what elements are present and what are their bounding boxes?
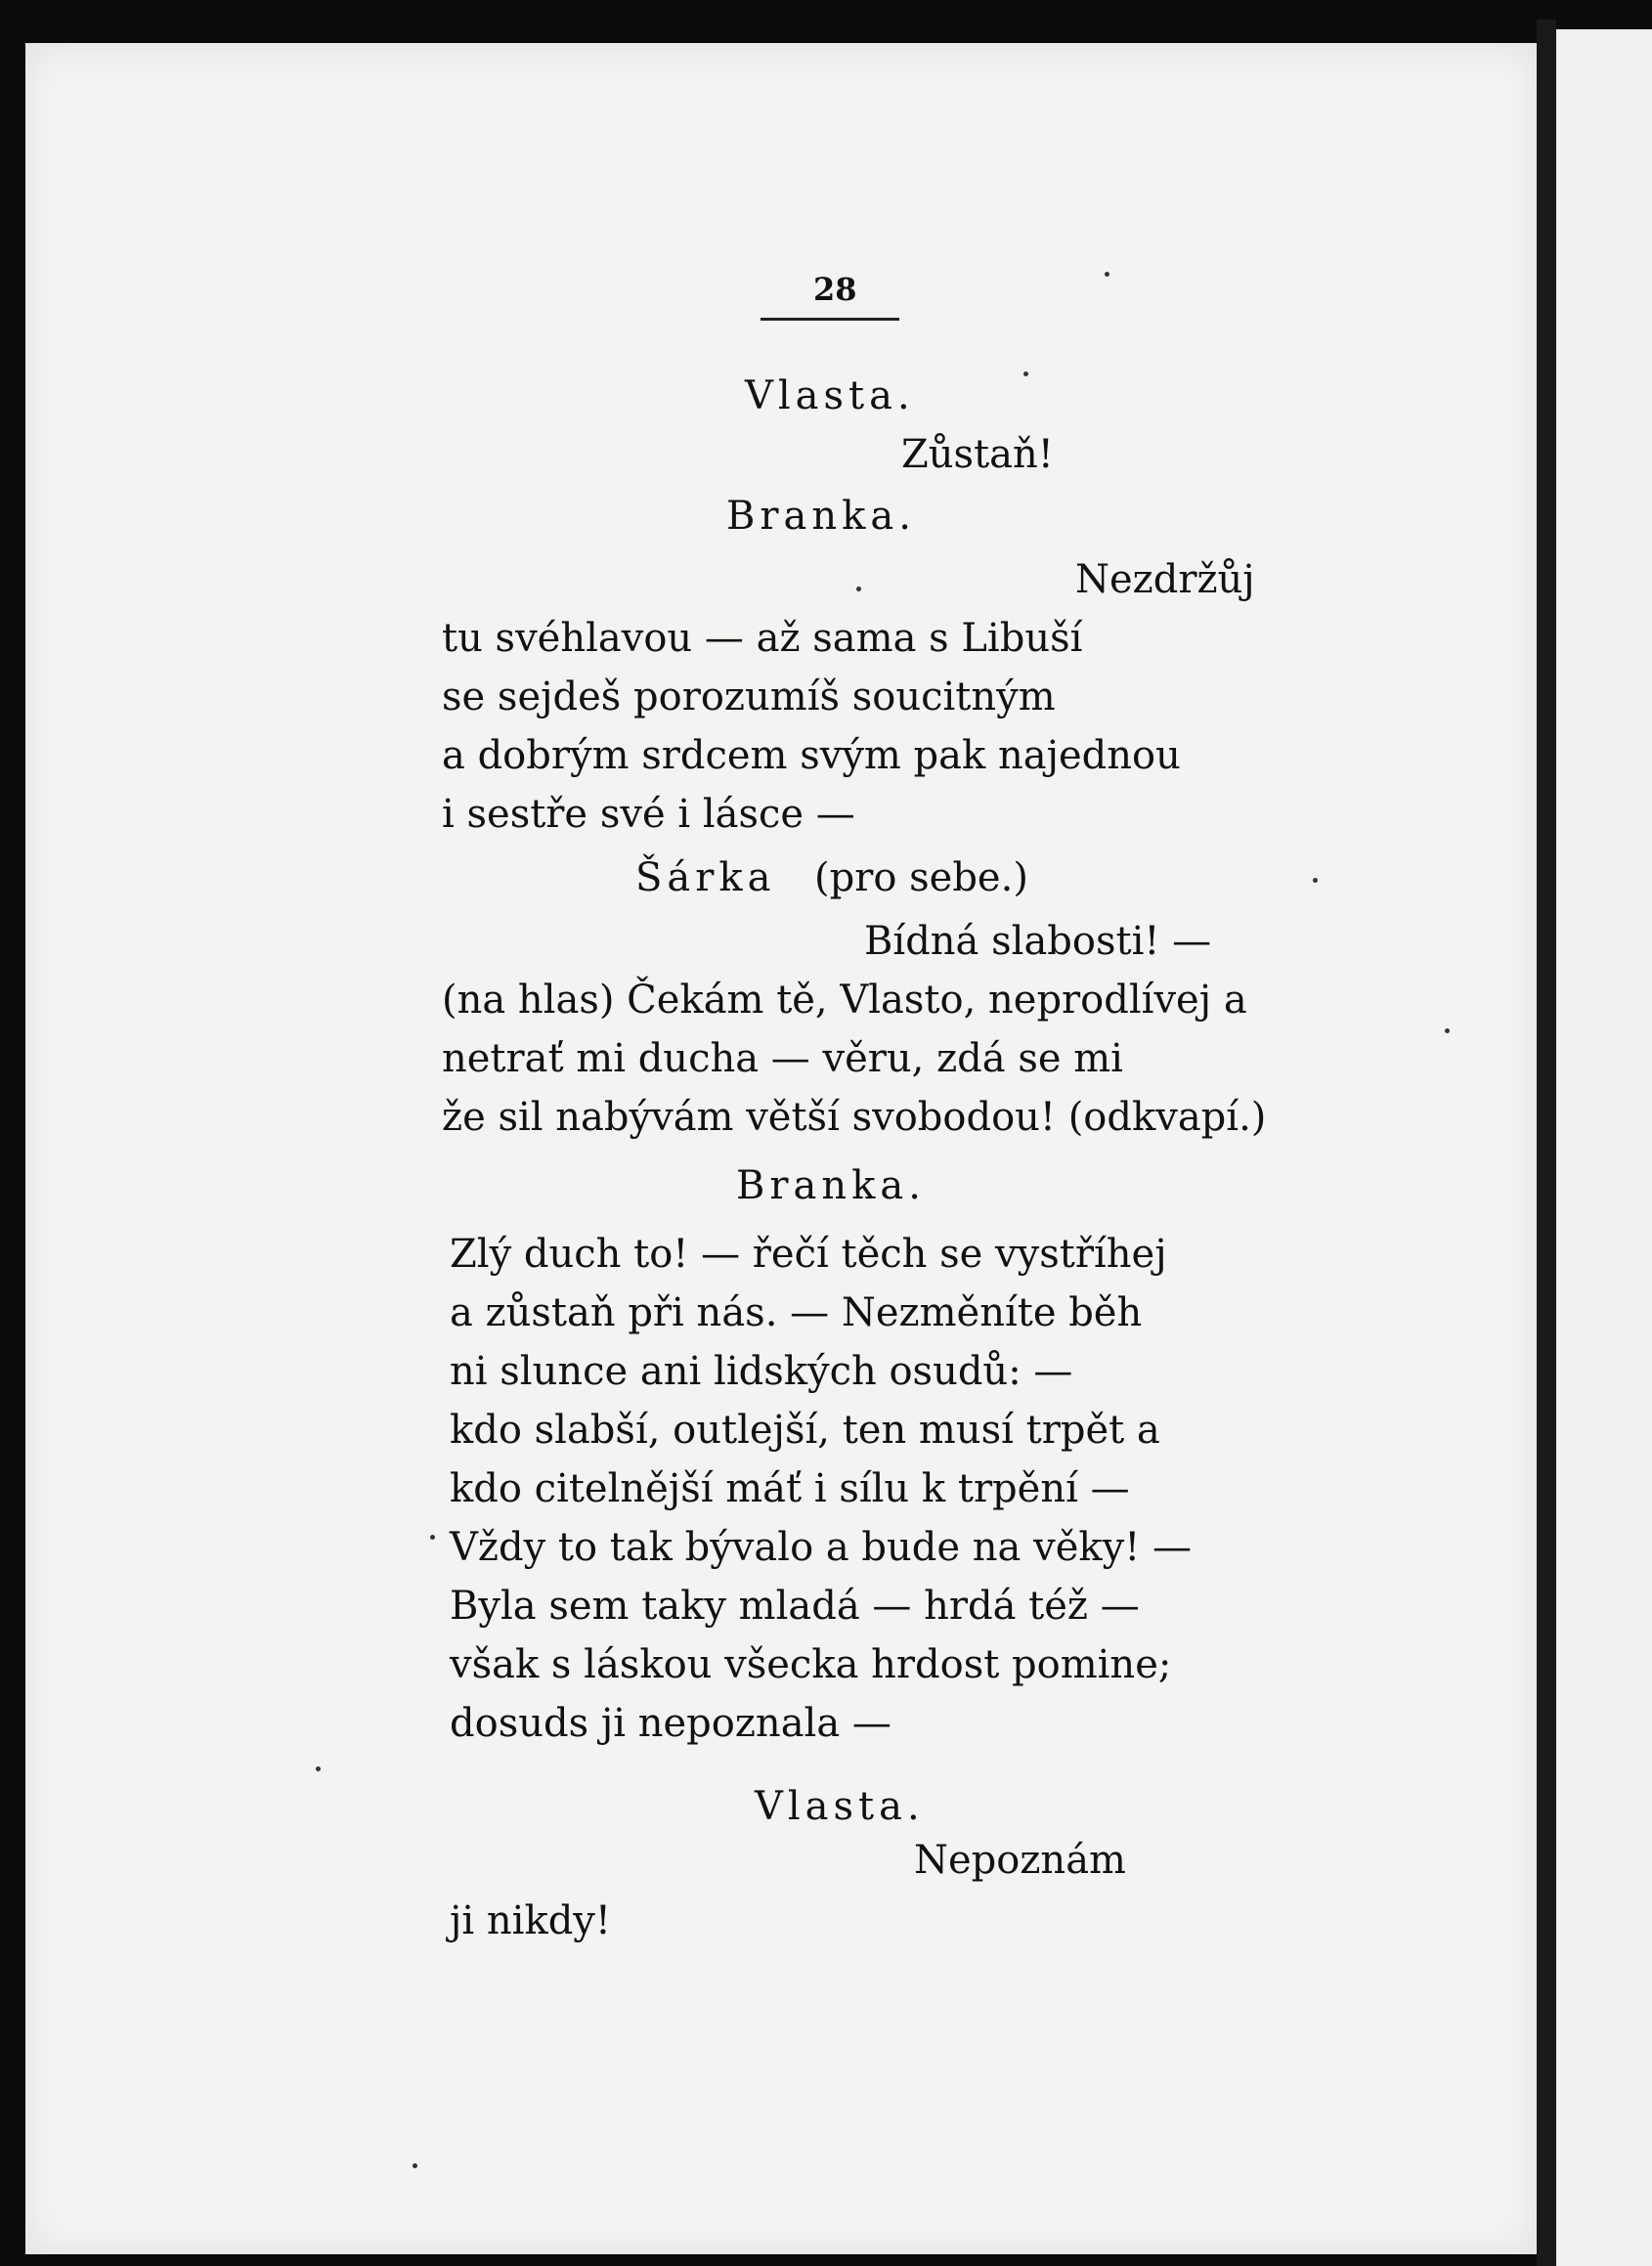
verse-line: i sestře své i lásce — [442,792,855,837]
verse-line: dosuds ji nepoznala — [450,1701,891,1746]
speaker-branka: Branka. [736,1163,926,1208]
verse-line: Nepoznám [914,1838,1126,1883]
ink-speck [413,2163,417,2168]
verse-line: Nezdržůj [1075,557,1255,602]
verse-line: Byla sem taky mladá — hrdá též — [450,1584,1140,1629]
verse-line: Zlý duch to! — řečí těch se vystříhej [450,1232,1167,1277]
verse-line: Zůstaň! [901,432,1054,477]
facing-page-edge [1556,29,1652,2266]
page-number-rule [761,318,899,321]
verse-line: se sejdeš porozumíš soucitným [442,675,1056,719]
ink-speck [856,587,861,591]
verse-line: ni slunce ani lidských osudů: — [450,1349,1073,1394]
verse-line: však s láskou všecka hrdost pomine; [450,1642,1172,1687]
speaker-sarka: Šárka [635,855,776,900]
ink-speck [1023,371,1028,376]
verse-line: netrať mi ducha — věru, zdá se mi [442,1036,1123,1081]
ink-speck [1445,1028,1450,1033]
verse-line: Bídná slabosti! — [864,919,1212,964]
speaker-branka: Branka. [726,494,916,539]
verse-line: Vždy to tak bývalo a bude na věky! — [450,1525,1193,1570]
speaker-vlasta: Vlasta. [755,1784,925,1829]
ink-speck [316,1766,321,1771]
verse-line: a zůstaň při nás. — Nezměníte běh [450,1290,1143,1335]
verse-line: tu svéhlavou — až sama s Libuší [442,616,1083,661]
verse-line: kdo citelnější máť i sílu k trpění — [450,1466,1130,1511]
speaker-vlasta: Vlasta. [745,373,915,418]
ink-speck [1105,272,1109,277]
ink-speck [430,1535,435,1540]
verse-line: ji nikdy! [450,1898,611,1943]
page-number: 28 [813,271,857,308]
page-fold-shadow [1537,20,1556,2266]
verse-line: že sil nabývám větší svobodou! (odkvapí.) [442,1095,1267,1140]
ink-speck [1313,878,1318,883]
stage-direction: (pro sebe.) [814,855,1028,900]
verse-line: kdo slabší, outlejší, ten musí trpět a [450,1408,1160,1453]
verse-line: (na hlas) Čekám tě, Vlasto, neprodlívej a [442,978,1247,1023]
verse-line: a dobrým srdcem svým pak najednou [442,733,1181,778]
